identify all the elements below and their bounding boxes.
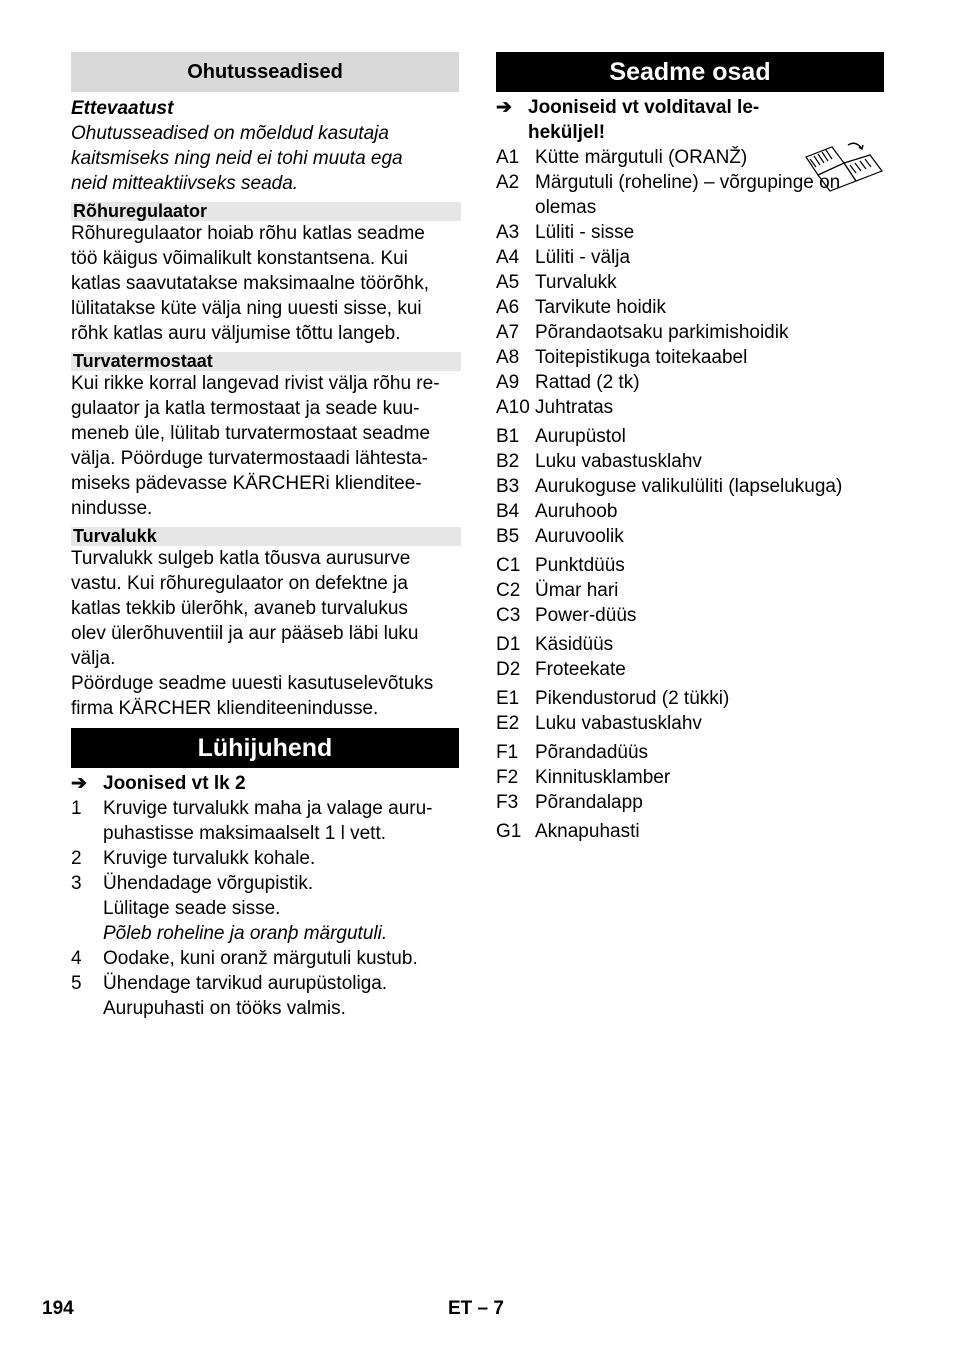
thermostat-text-line: meneb üle, lülitab turvatermostaat seadme — [71, 423, 431, 444]
right-column — [496, 52, 884, 844]
step-number — [71, 996, 103, 1021]
left-column — [71, 52, 459, 1021]
safety-lock-heading: Turvalukk — [71, 527, 461, 546]
part-name: Käsidüüs — [535, 634, 614, 655]
safety-lock-text-line: Turvalukk sulgeb katla tõusva aurusurve — [71, 548, 411, 569]
part-row — [496, 474, 884, 499]
part-code: F1 — [496, 742, 519, 763]
parts-reference-text: Jooniseid vt volditaval le- heküljel! — [528, 97, 760, 143]
part-name: Põrandalapp — [535, 792, 643, 813]
part-name: Luku vabastusklahv — [535, 451, 702, 472]
part-row — [496, 524, 884, 549]
caution-text — [71, 121, 459, 196]
part-code: B4 — [496, 501, 520, 522]
part-code: A9 — [496, 372, 520, 393]
safety-lock-text-line: välja. — [71, 648, 116, 669]
part-code: E1 — [496, 688, 520, 709]
part-code: A1 — [496, 147, 520, 168]
part-row — [496, 765, 884, 790]
safety-lock-text-line: olev ülerõhuventiil ja aur pääseb läbi luku — [71, 623, 419, 644]
thermostat-text-line: nindusse. — [71, 498, 153, 519]
part-code: A4 — [496, 247, 520, 268]
part-name: Toitepistikuga toitekaabel — [535, 347, 748, 368]
part-row — [496, 424, 884, 449]
pressure-regulator-heading: Rõhuregulaator — [71, 202, 461, 221]
part-name: Power-düüs — [535, 605, 637, 626]
part-row — [496, 711, 884, 736]
step-line — [71, 946, 459, 971]
safety-lock-text-line: katlas tekkib ülerõhk, avaneb turvalukus — [71, 598, 408, 619]
part-row — [496, 819, 884, 844]
part-name: Kinnitusklamber — [535, 767, 671, 788]
book-icon — [802, 141, 884, 193]
quick-guide-heading: Lühijuhend — [71, 728, 459, 768]
step-number — [71, 896, 103, 921]
part-code: B5 — [496, 526, 520, 547]
part-name: Rattad (2 tk) — [535, 372, 640, 393]
step-line — [71, 796, 459, 821]
part-code: A10 — [496, 397, 530, 418]
part-code: A8 — [496, 347, 520, 368]
parts-reference-block — [496, 95, 884, 145]
thermostat-text — [71, 371, 459, 521]
part-name: Ümar hari — [535, 580, 619, 601]
step-number: 5 — [71, 973, 82, 994]
part-name: Kütte märgutuli (ORANŽ) — [535, 147, 748, 168]
part-name: Turvalukk — [535, 272, 617, 293]
pressure-regulator-text-line: Rõhuregulaator hoiab rõhu katlas seadme — [71, 223, 425, 244]
thermostat-heading: Turvatermostaat — [71, 352, 461, 371]
part-row — [496, 632, 884, 657]
device-parts-heading: Seadme osad — [496, 52, 884, 92]
part-code: B3 — [496, 476, 520, 497]
safety-lock-text — [71, 546, 459, 721]
step-text: puhastisse maksimaalselt 1 l vett. — [103, 823, 387, 844]
quick-guide-reference-text: Joonised vt lk 2 — [103, 773, 246, 794]
language-page-label: ET – 7 — [448, 1298, 504, 1319]
part-code: B1 — [496, 426, 520, 447]
part-code: G1 — [496, 821, 522, 842]
part-name: Pikendustorud (2 tükki) — [535, 688, 730, 709]
step-number: 1 — [71, 798, 82, 819]
thermostat-text-line: gulaator ja katla termostaat ja seade kuu- — [71, 398, 420, 419]
step-text: Kruvige turvalukk kohale. — [103, 848, 316, 869]
part-row — [496, 395, 884, 420]
part-row — [496, 245, 884, 270]
part-row — [496, 320, 884, 345]
part-code: C3 — [496, 605, 521, 626]
part-code: F3 — [496, 792, 519, 813]
part-row — [496, 686, 884, 711]
step-text: Lülitage seade sisse. — [103, 898, 281, 919]
part-row — [496, 345, 884, 370]
step-number — [71, 821, 103, 846]
arrow-right-icon: ➔ — [496, 97, 512, 118]
pressure-regulator-text-line: lülitatakse küte välja ning uuesti sisse, kui — [71, 298, 422, 319]
part-row — [496, 657, 884, 682]
parts-reference — [496, 95, 884, 145]
pressure-regulator-text — [71, 221, 459, 346]
step-line — [71, 996, 459, 1021]
caution-text-line: Ohutusseadised on mõeldud kasutaja — [71, 123, 389, 144]
pressure-regulator-text-line: töö käigus võimalikult konstantsena. Kui — [71, 248, 408, 269]
part-row — [496, 499, 884, 524]
part-row — [496, 220, 884, 245]
step-line — [71, 871, 459, 896]
part-name: Põrandaotsaku parkimishoidik — [535, 322, 789, 343]
part-row — [496, 740, 884, 765]
step-line — [71, 896, 459, 921]
part-code: F2 — [496, 767, 519, 788]
part-name: Aknapuhasti — [535, 821, 640, 842]
step-number — [71, 921, 103, 946]
arrow-right-icon: ➔ — [71, 773, 87, 794]
step-number: 4 — [71, 948, 82, 969]
quick-guide-reference — [71, 771, 459, 796]
part-name: Lüliti - välja — [535, 247, 631, 268]
caution-title: Ettevaatust — [71, 98, 174, 119]
thermostat-text-line: välja. Pöörduge turvatermostaadi lähtesta- — [71, 448, 428, 469]
safety-devices-heading: Ohutusseadised — [71, 52, 459, 92]
part-code: A2 — [496, 172, 520, 193]
part-code: B2 — [496, 451, 520, 472]
part-name: Põrandadüüs — [535, 742, 649, 763]
part-code: C2 — [496, 580, 521, 601]
part-row — [496, 370, 884, 395]
step-text: Ühendage tarvikud aurupüstoliga. — [103, 973, 388, 994]
caution-text-line: kaitsmiseks ning neid ei tohi muuta ega — [71, 148, 403, 169]
part-name: Tarvikute hoidik — [535, 297, 666, 318]
page-number: 194 — [42, 1298, 74, 1319]
quick-guide-steps — [71, 796, 459, 1021]
part-row — [496, 295, 884, 320]
part-row — [496, 195, 884, 220]
part-name: Lüliti - sisse — [535, 222, 635, 243]
part-name: Auruvoolik — [535, 526, 624, 547]
part-name: Aurukoguse valikulüliti (lapselukuga) — [535, 476, 843, 497]
step-line — [71, 921, 459, 946]
pressure-regulator-text-line: rõhk katlas auru väljumise tõttu langeb. — [71, 323, 401, 344]
safety-lock-text-line: Pöörduge seadme uuesti kasutuselevõtuks — [71, 673, 434, 694]
part-row — [496, 603, 884, 628]
part-name: Froteekate — [535, 659, 626, 680]
safety-lock-text-line: firma KÄRCHER klienditeenindusse. — [71, 698, 379, 719]
step-line — [71, 846, 459, 871]
safety-lock-text-line: vastu. Kui rõhuregulaator on defektne ja — [71, 573, 408, 594]
part-code: A5 — [496, 272, 520, 293]
part-code — [496, 195, 535, 220]
part-row — [496, 553, 884, 578]
part-row — [496, 449, 884, 474]
step-number: 2 — [71, 848, 82, 869]
parts-list — [496, 145, 884, 844]
part-code: E2 — [496, 713, 520, 734]
step-text: Ühendadage võrgupistik. — [103, 873, 314, 894]
step-line — [71, 971, 459, 996]
part-name: Aurupüstol — [535, 426, 626, 447]
part-name: Luku vabastusklahv — [535, 713, 702, 734]
part-code: A3 — [496, 222, 520, 243]
thermostat-text-line: miseks pädevasse KÄRCHERi klienditee- — [71, 473, 422, 494]
part-code: D1 — [496, 634, 521, 655]
part-code: A6 — [496, 297, 520, 318]
part-row — [496, 270, 884, 295]
part-name: olemas — [535, 197, 597, 218]
step-number: 3 — [71, 873, 82, 894]
part-code: D2 — [496, 659, 521, 680]
part-name: Auruhoob — [535, 501, 618, 522]
part-name: Juhtratas — [535, 397, 614, 418]
thermostat-text-line: Kui rikke korral langevad rivist välja rõhu re- — [71, 373, 440, 394]
part-name: Märgutuli (roheline) – võrgupinge on — [535, 172, 841, 193]
caution-text-line: neid mitteaktiivseks seada. — [71, 173, 299, 194]
part-name: Punktdüüs — [535, 555, 625, 576]
step-result-text: Põleb roheline ja oranþ märgutuli. — [103, 923, 388, 944]
part-code: C1 — [496, 555, 521, 576]
part-code: A7 — [496, 322, 520, 343]
part-row — [496, 790, 884, 815]
step-line — [71, 821, 459, 846]
pressure-regulator-text-line: katlas saavutatakse maksimaalne töörõhk, — [71, 273, 430, 294]
step-text: Kruvige turvalukk maha ja valage auru- — [103, 798, 433, 819]
step-text: Aurupuhasti on tööks valmis. — [103, 998, 346, 1019]
part-row — [496, 578, 884, 603]
step-text: Oodake, kuni oranž märgutuli kustub. — [103, 948, 418, 969]
